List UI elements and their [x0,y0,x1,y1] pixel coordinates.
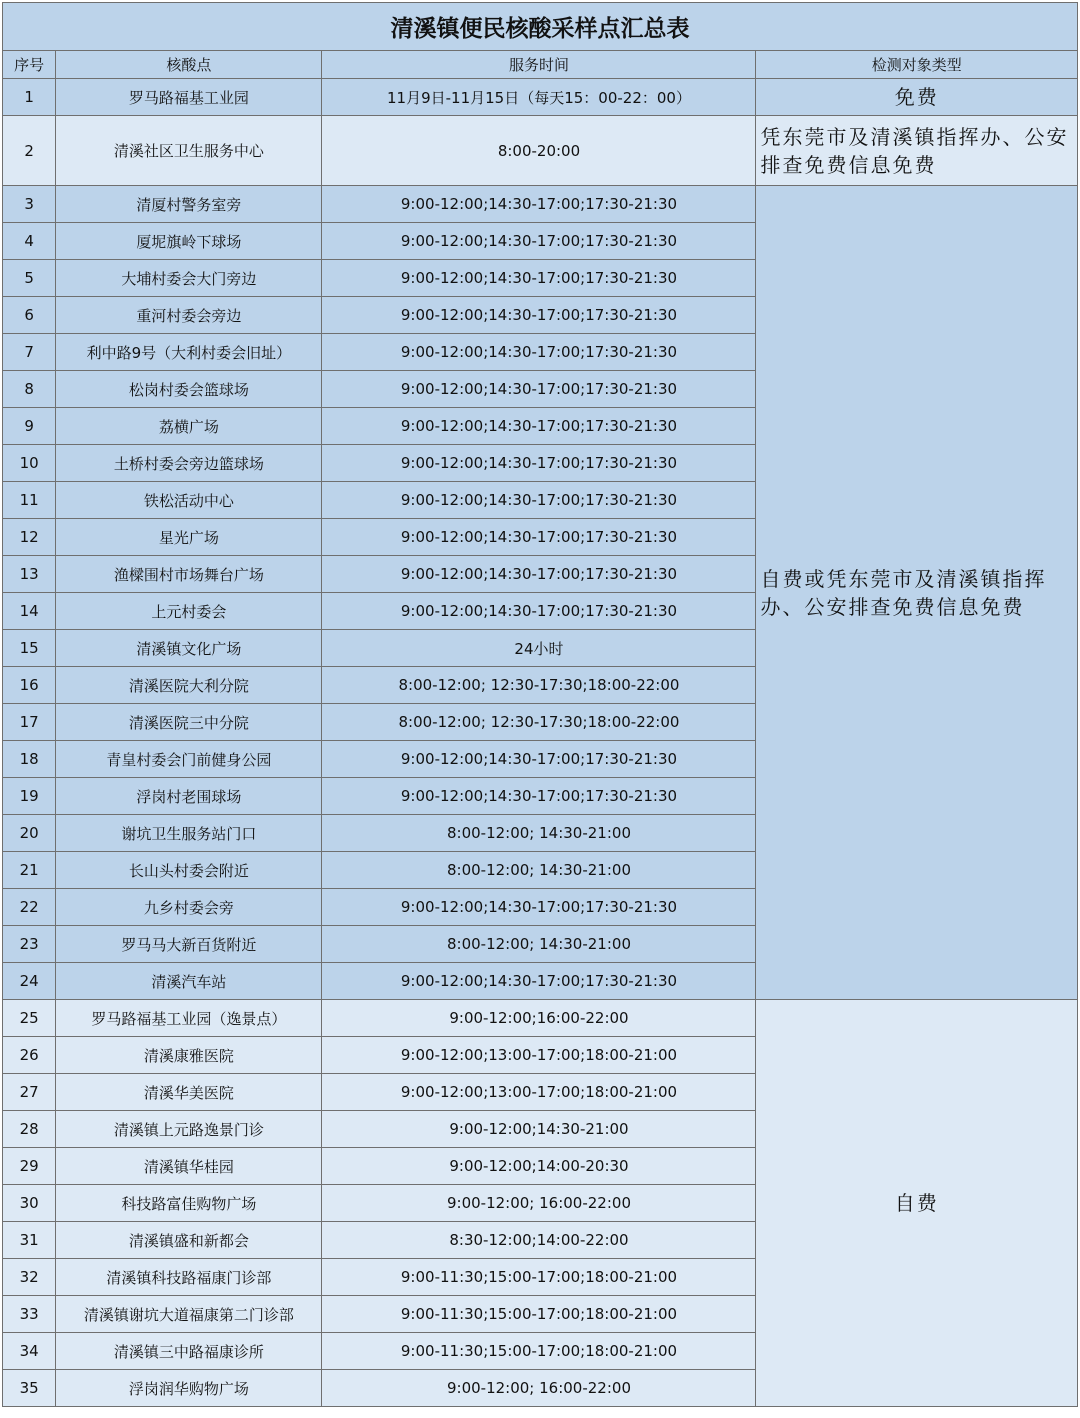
site-name: 大埔村委会大门旁边 [56,260,322,297]
header-site: 核酸点 [56,51,322,79]
type-cert-free: 凭东莞市及清溪镇指挥办、公安排查免费信息免费 [756,116,1078,186]
row-number: 9 [3,408,56,445]
service-time: 9:00-12:00;14:30-17:00;17:30-21:30 [322,223,756,260]
service-time: 8:00-12:00; 14:30-21:00 [322,815,756,852]
header-no: 序号 [3,51,56,79]
header-type: 检测对象类型 [756,51,1078,79]
site-name: 罗马马大新百货附近 [56,926,322,963]
site-name: 清溪镇上元路逸景门诊 [56,1111,322,1148]
row-number: 12 [3,519,56,556]
header-row [3,51,1078,79]
row-number: 7 [3,334,56,371]
site-name: 九乡村委会旁 [56,889,322,926]
row-number: 35 [3,1370,56,1407]
site-name: 清溪镇文化广场 [56,630,322,667]
table-row [3,116,1078,186]
row-number: 11 [3,482,56,519]
row-number: 14 [3,593,56,630]
table-row [3,79,1078,116]
service-time: 9:00-12:00;14:30-17:00;17:30-21:30 [322,482,756,519]
service-time: 9:00-12:00;14:30-17:00;17:30-21:30 [322,889,756,926]
row-number: 29 [3,1148,56,1185]
service-time: 9:00-12:00;16:00-22:00 [322,1000,756,1037]
row-number: 15 [3,630,56,667]
site-name: 渔樑围村市场舞台广场 [56,556,322,593]
service-time: 8:00-12:00; 12:30-17:30;18:00-22:00 [322,704,756,741]
site-name: 长山头村委会附近 [56,852,322,889]
summary-table [2,2,1078,1407]
row-number: 6 [3,297,56,334]
row-number: 1 [3,79,56,116]
site-name: 清溪华美医院 [56,1074,322,1111]
site-name: 重河村委会旁边 [56,297,322,334]
site-name: 上元村委会 [56,593,322,630]
row-number: 28 [3,1111,56,1148]
row-number: 22 [3,889,56,926]
site-name: 清溪镇三中路福康诊所 [56,1333,322,1370]
site-name: 浮岗村老围球场 [56,778,322,815]
service-time: 9:00-12:00;14:00-20:30 [322,1148,756,1185]
row-number: 13 [3,556,56,593]
service-time: 9:00-12:00; 16:00-22:00 [322,1370,756,1407]
service-time: 24小时 [322,630,756,667]
site-name: 星光广场 [56,519,322,556]
site-name: 浮岗润华购物广场 [56,1370,322,1407]
service-time: 8:00-12:00; 14:30-21:00 [322,852,756,889]
row-number: 25 [3,1000,56,1037]
row-number: 32 [3,1259,56,1296]
site-name: 清溪镇盛和新都会 [56,1222,322,1259]
service-time: 9:00-12:00;14:30-17:00;17:30-21:30 [322,519,756,556]
service-time: 9:00-12:00;14:30-17:00;17:30-21:30 [322,741,756,778]
row-number: 18 [3,741,56,778]
site-name: 科技路富佳购物广场 [56,1185,322,1222]
service-time: 9:00-12:00;14:30-17:00;17:30-21:30 [322,556,756,593]
service-time: 11月9日-11月15日（每天15：00-22：00） [322,79,756,116]
row-number: 24 [3,963,56,1000]
row-number: 17 [3,704,56,741]
service-time: 9:00-12:00;14:30-17:00;17:30-21:30 [322,963,756,1000]
service-time: 9:00-12:00;14:30-17:00;17:30-21:30 [322,445,756,482]
site-name: 松岗村委会篮球场 [56,371,322,408]
site-name: 清厦村警务室旁 [56,186,322,223]
service-time: 9:00-12:00; 16:00-22:00 [322,1185,756,1222]
site-name: 土桥村委会旁边篮球场 [56,445,322,482]
row-number: 30 [3,1185,56,1222]
row-number: 16 [3,667,56,704]
site-name: 清溪医院大利分院 [56,667,322,704]
site-name: 荔横广场 [56,408,322,445]
row-number: 2 [3,116,56,186]
site-name: 利中路9号（大利村委会旧址） [56,334,322,371]
site-name: 青皇村委会门前健身公园 [56,741,322,778]
nucleic-test-sites-table [2,2,1078,1407]
site-name: 罗马路福基工业园 [56,79,322,116]
row-number: 8 [3,371,56,408]
row-number: 31 [3,1222,56,1259]
site-name: 清溪医院三中分院 [56,704,322,741]
type-self-pay: 自费 [756,1000,1078,1407]
service-time: 9:00-12:00;14:30-17:00;17:30-21:30 [322,260,756,297]
service-time: 9:00-12:00;14:30-17:00;17:30-21:30 [322,334,756,371]
service-time: 9:00-12:00;14:30-17:00;17:30-21:30 [322,593,756,630]
row-number: 4 [3,223,56,260]
row-number: 21 [3,852,56,889]
row-number: 10 [3,445,56,482]
row-number: 34 [3,1333,56,1370]
type-free: 免费 [756,79,1078,116]
service-time: 9:00-12:00;14:30-17:00;17:30-21:30 [322,408,756,445]
title-row [3,3,1078,51]
type-self-or-cert: 自费或凭东莞市及清溪镇指挥办、公安排查免费信息免费 [756,186,1078,1000]
row-number: 26 [3,1037,56,1074]
service-time: 9:00-11:30;15:00-17:00;18:00-21:00 [322,1259,756,1296]
service-time: 9:00-12:00;14:30-17:00;17:30-21:30 [322,186,756,223]
service-time: 9:00-12:00;14:30-21:00 [322,1111,756,1148]
service-time: 9:00-12:00;13:00-17:00;18:00-21:00 [322,1037,756,1074]
service-time: 9:00-12:00;13:00-17:00;18:00-21:00 [322,1074,756,1111]
table-row [3,186,1078,223]
site-name: 铁松活动中心 [56,482,322,519]
row-number: 20 [3,815,56,852]
row-number: 3 [3,186,56,223]
row-number: 27 [3,1074,56,1111]
table-title: 清溪镇便民核酸采样点汇总表 [3,3,1078,51]
service-time: 9:00-11:30;15:00-17:00;18:00-21:00 [322,1296,756,1333]
service-time: 9:00-11:30;15:00-17:00;18:00-21:00 [322,1333,756,1370]
row-number: 19 [3,778,56,815]
site-name: 清溪康雅医院 [56,1037,322,1074]
table-row [3,1000,1078,1037]
service-time: 8:00-12:00; 14:30-21:00 [322,926,756,963]
site-name: 谢坑卫生服务站门口 [56,815,322,852]
row-number: 23 [3,926,56,963]
site-name: 清溪社区卫生服务中心 [56,116,322,186]
service-time: 8:00-20:00 [322,116,756,186]
site-name: 清溪汽车站 [56,963,322,1000]
site-name: 清溪镇谢坑大道福康第二门诊部 [56,1296,322,1333]
service-time: 9:00-12:00;14:30-17:00;17:30-21:30 [322,297,756,334]
service-time: 9:00-12:00;14:30-17:00;17:30-21:30 [322,371,756,408]
row-number: 33 [3,1296,56,1333]
service-time: 8:30-12:00;14:00-22:00 [322,1222,756,1259]
site-name: 清溪镇科技路福康门诊部 [56,1259,322,1296]
site-name: 厦坭旗岭下球场 [56,223,322,260]
site-name: 清溪镇华桂园 [56,1148,322,1185]
row-number: 5 [3,260,56,297]
service-time: 8:00-12:00; 12:30-17:30;18:00-22:00 [322,667,756,704]
service-time: 9:00-12:00;14:30-17:00;17:30-21:30 [322,778,756,815]
header-time: 服务时间 [322,51,756,79]
site-name: 罗马路福基工业园（逸景点） [56,1000,322,1037]
